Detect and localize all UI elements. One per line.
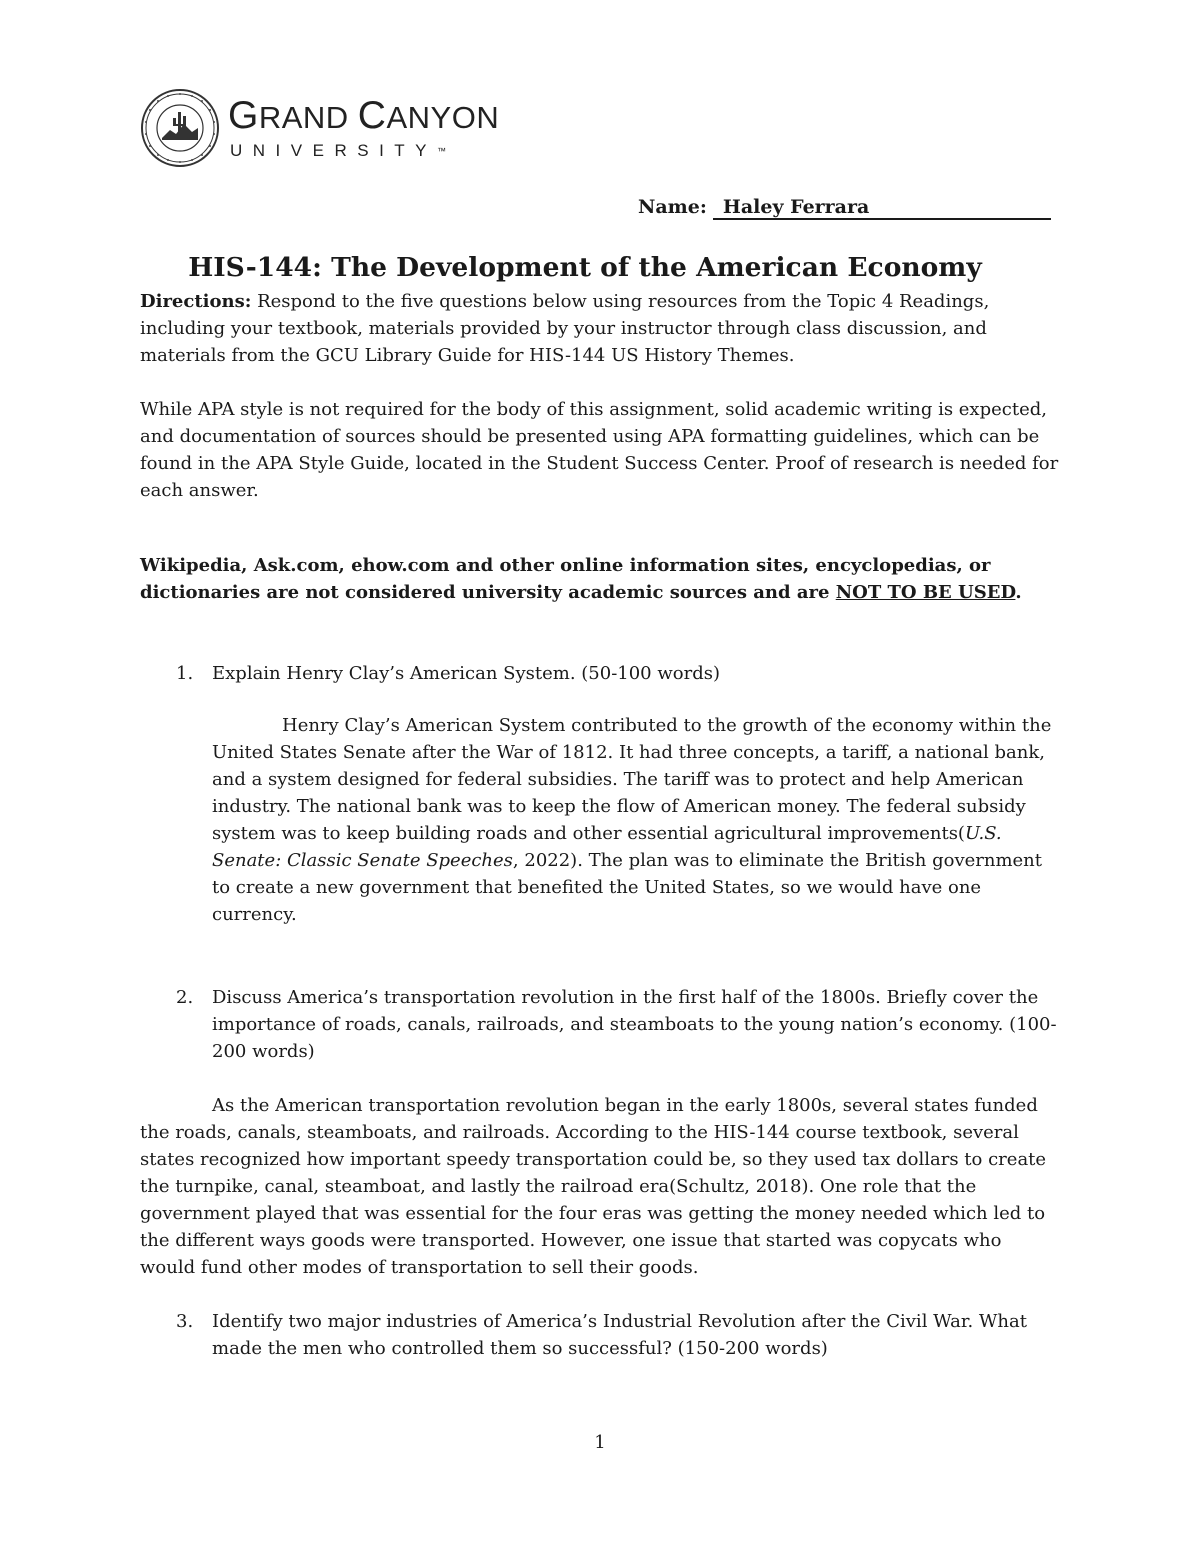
sources-warning xyxy=(140,552,1060,606)
answer-1-text-end: , 2022). The plan was to eliminate the British government to create a new government that benefited the United States, so we would have one currency. xyxy=(212,850,1043,925)
apa-paragraph: While APA style is not required for the body of this assignment, solid academic writing is expected, and documentation of sources should be presented using APA formatting guidelines, which can be found in the APA Style Guide, located in the Student Success Center. Proof of research is needed for each answer. xyxy=(140,399,1059,501)
logo-wordmark-top xyxy=(228,94,499,140)
logo-trademark: ™ xyxy=(437,146,447,156)
logo-university: UNIVERSITY xyxy=(230,141,438,160)
answer-2-text: As the American transportation revolution began in the early 1800s, several states funded the roads, canals, steamboats, and railroads. According to the HIS-144 course textbook, several states recognized how important speedy transportation could be, so they used tax dollars to create the turnpike, canal, steamboat, and lastly the railroad era(Schultz, 2018). One role that the government played that was essential for the four eras was getting the money needed which led to the different ways goods were transported. However, one issue that started was copycats who would fund other modes of transportation to sell their goods. xyxy=(140,1095,1047,1278)
answer-1-citation: U.S. Senate: Classic Senate Speeches xyxy=(212,823,1002,871)
warning-text: Wikipedia, Ask.com, ehow.com and other online information sites, encyclopedias, or dictionaries are not considered university academic sources and are xyxy=(140,555,991,603)
directions-text: Respond to the five questions below using resources from the Topic 4 Readings, including your textbook, materials provided by your instructor through class discussion, and materials from the GCU Library Guide for HIS-144 US History Themes. xyxy=(140,291,990,366)
logo-letter-g: G xyxy=(228,94,259,137)
question-2 xyxy=(176,984,1066,1065)
name-row xyxy=(638,196,1051,220)
question-text: Explain Henry Clay’s American System. (50-100 words) xyxy=(212,663,720,684)
question-number: 3. xyxy=(176,1311,194,1332)
name-label: Name: xyxy=(638,196,707,218)
answer-1-text: Henry Clay’s American System contributed to the growth of the economy within the United States Senate after the War of 1812. It had three concepts, a tariff, a national bank, and a system designed for federal subsidies. The tariff was to protect and help American industry. The national bank was to keep the flow of American money. The federal subsidy system was to keep building roads and other essential agricultural improvements( xyxy=(212,715,1052,844)
question-text: Identify two major industries of America’s Industrial Revolution after the Civil War. What made the men who controlled them so successful? (150-200 words) xyxy=(212,1311,1027,1359)
university-seal-icon xyxy=(140,88,220,168)
directions-label: Directions: xyxy=(140,291,252,312)
answer-1 xyxy=(212,712,1062,928)
logo-letter-c: C xyxy=(357,94,387,137)
warning-end: . xyxy=(1015,582,1022,603)
logo-wordmark xyxy=(228,94,499,162)
answer-2 xyxy=(140,1092,1060,1281)
document-title: HIS-144: The Development of the American Economy xyxy=(188,252,982,283)
logo-wordmark-bottom xyxy=(230,140,499,162)
question-number: 2. xyxy=(176,987,194,1008)
page-number: 1 xyxy=(594,1432,606,1453)
question-text: Discuss America’s transportation revolution in the first half of the 1800s. Briefly cover the importance of roads, canals, railroads, and steamboats to the young nation’s economy. (100-200 words) xyxy=(212,987,1057,1062)
question-3 xyxy=(176,1308,1066,1362)
question-1 xyxy=(176,660,1066,687)
gcu-logo xyxy=(140,88,500,170)
name-value: Haley Ferrara xyxy=(713,196,1051,220)
question-number: 1. xyxy=(176,663,194,684)
logo-anyon: ANYON xyxy=(386,100,500,135)
directions-paragraph xyxy=(140,288,1060,369)
warning-underlined: NOT TO BE USED xyxy=(835,582,1016,603)
logo-rand: RAND xyxy=(258,100,358,135)
